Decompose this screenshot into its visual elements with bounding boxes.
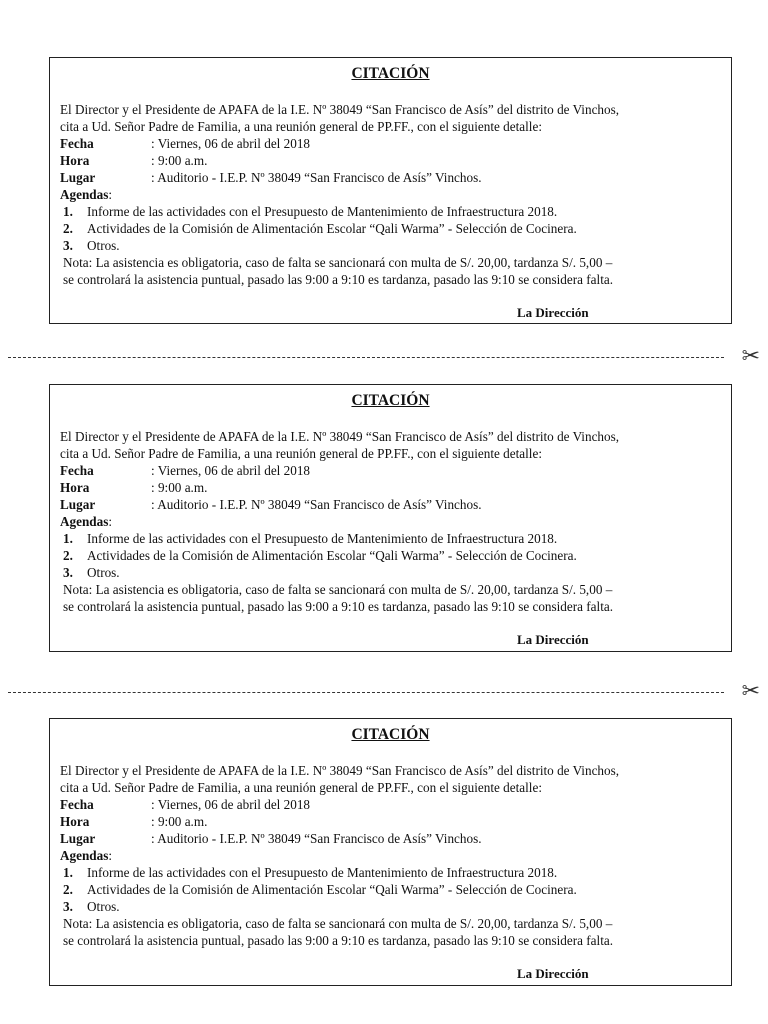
hora-row: [60, 479, 723, 496]
dashed-divider: [8, 357, 724, 358]
fecha-label: Fecha: [60, 797, 94, 812]
intro-line-2: cita a Ud. Señor Padre de Familia, a una reunión general de PP.FF., con el siguiente detalle:: [60, 780, 542, 795]
agenda-item-text: Informe de las actividades con el Presupuesto de Mantenimiento de Infraestructura 2018.: [87, 531, 558, 546]
intro-line-2: cita a Ud. Señor Padre de Familia, a una reunión general de PP.FF., con el siguiente detalle:: [60, 446, 542, 461]
agenda-item: [60, 530, 723, 547]
citation-body: [60, 762, 723, 949]
intro-line-2: cita a Ud. Señor Padre de Familia, a una reunión general de PP.FF., con el siguiente detalle:: [60, 119, 542, 134]
agendas-label: Agendas: [60, 848, 109, 863]
agenda-item-text: Actividades de la Comisión de Alimentación Escolar “Qali Warma” - Selección de Cocinera.: [87, 548, 577, 563]
citation-title: CITACIÓN: [351, 392, 430, 409]
lugar-value: : Auditorio - I.E.P. Nº 38049 “San Francisco de Asís” Vinchos.: [151, 497, 482, 512]
intro-line-1: El Director y el Presidente de APAFA de la I.E. Nº 38049 “San Francisco de Asís” del distrito de Vinchos,: [60, 763, 620, 778]
agenda-item-number: 1.: [63, 865, 73, 880]
citation-body: [60, 101, 723, 288]
agendas-colon: :: [108, 514, 113, 529]
agendas-heading: [60, 847, 723, 864]
hora-label: Hora: [60, 480, 90, 495]
lugar-label: Lugar: [60, 170, 96, 185]
agenda-item-number: 2.: [63, 882, 73, 897]
note-line-2: se controlará la asistencia puntual, pasado las 9:00 a 9:10 es tardanza, pasado las 9:10 se considera falta.: [63, 272, 614, 287]
signature: La Dirección: [517, 966, 589, 981]
intro-line-1: El Director y el Presidente de APAFA de la I.E. Nº 38049 “San Francisco de Asís” del distrito de Vinchos,: [60, 102, 620, 117]
citation-title: CITACIÓN: [351, 726, 430, 743]
fecha-row: [60, 135, 723, 152]
agendas-heading: [60, 186, 723, 203]
fecha-value: : Viernes, 06 de abril del 2018: [151, 463, 311, 478]
signature: La Dirección: [517, 632, 589, 647]
note-line-2: se controlará la asistencia puntual, pasado las 9:00 a 9:10 es tardanza, pasado las 9:10 se considera falta.: [63, 933, 614, 948]
hora-value: : 9:00 a.m.: [151, 480, 208, 495]
agenda-item: [60, 881, 723, 898]
citation-card-2: [49, 384, 732, 652]
intro-line-1: El Director y el Presidente de APAFA de la I.E. Nº 38049 “San Francisco de Asís” del distrito de Vinchos,: [60, 429, 620, 444]
hora-row: [60, 813, 723, 830]
agenda-item: [60, 564, 723, 581]
lugar-label: Lugar: [60, 831, 96, 846]
citation-card-1: [49, 57, 732, 324]
agenda-item-number: 3.: [63, 899, 73, 914]
agenda-item-text: Informe de las actividades con el Presupuesto de Mantenimiento de Infraestructura 2018.: [87, 865, 558, 880]
hora-value: : 9:00 a.m.: [151, 814, 208, 829]
agendas-heading: [60, 513, 723, 530]
agenda-item-text: Informe de las actividades con el Presupuesto de Mantenimiento de Infraestructura 2018.: [87, 204, 558, 219]
agenda-item: [60, 237, 723, 254]
agenda-item: [60, 864, 723, 881]
agenda-item-text: Otros.: [87, 565, 120, 580]
fecha-label: Fecha: [60, 463, 94, 478]
agenda-item-text: Actividades de la Comisión de Alimentación Escolar “Qali Warma” - Selección de Cocinera.: [87, 882, 577, 897]
note-line-1: Nota: La asistencia es obligatoria, caso de falta se sancionará con multa de S/. 20,00, tardanza S/. 5,00 –: [63, 255, 613, 270]
scissors-icon: ✂: [741, 344, 760, 369]
agenda-item-number: 3.: [63, 238, 73, 253]
agenda-item-number: 1.: [63, 204, 73, 219]
fecha-row: [60, 462, 723, 479]
citation-body: [60, 428, 723, 615]
signature: La Dirección: [517, 305, 589, 320]
agenda-item: [60, 898, 723, 915]
lugar-value: : Auditorio - I.E.P. Nº 38049 “San Francisco de Asís” Vinchos.: [151, 831, 482, 846]
citation-title: CITACIÓN: [351, 65, 430, 82]
agenda-item-number: 1.: [63, 531, 73, 546]
lugar-label: Lugar: [60, 497, 96, 512]
fecha-row: [60, 796, 723, 813]
cut-line: [8, 344, 760, 369]
agenda-item-text: Actividades de la Comisión de Alimentación Escolar “Qali Warma” - Selección de Cocinera.: [87, 221, 577, 236]
agendas-label: Agendas: [60, 187, 109, 202]
scissors-icon: ✂: [741, 679, 760, 704]
hora-label: Hora: [60, 153, 90, 168]
agendas-label: Agendas: [60, 514, 109, 529]
agenda-item: [60, 547, 723, 564]
fecha-value: : Viernes, 06 de abril del 2018: [151, 136, 311, 151]
hora-row: [60, 152, 723, 169]
agenda-item-number: 3.: [63, 565, 73, 580]
lugar-row: [60, 830, 723, 847]
agendas-colon: :: [108, 848, 113, 863]
hora-value: : 9:00 a.m.: [151, 153, 208, 168]
hora-label: Hora: [60, 814, 90, 829]
lugar-row: [60, 169, 723, 186]
note-line-1: Nota: La asistencia es obligatoria, caso de falta se sancionará con multa de S/. 20,00, tardanza S/. 5,00 –: [63, 916, 613, 931]
lugar-row: [60, 496, 723, 513]
dashed-divider: [8, 692, 724, 693]
agenda-item-text: Otros.: [87, 899, 120, 914]
agenda-item-number: 2.: [63, 548, 73, 563]
fecha-label: Fecha: [60, 136, 94, 151]
agenda-item-text: Otros.: [87, 238, 120, 253]
citation-card-3: [49, 718, 732, 986]
agenda-item-number: 2.: [63, 221, 73, 236]
agendas-colon: :: [108, 187, 113, 202]
cut-line: [8, 679, 760, 704]
fecha-value: : Viernes, 06 de abril del 2018: [151, 797, 311, 812]
lugar-value: : Auditorio - I.E.P. Nº 38049 “San Francisco de Asís” Vinchos.: [151, 170, 482, 185]
note-line-2: se controlará la asistencia puntual, pasado las 9:00 a 9:10 es tardanza, pasado las 9:10 se considera falta.: [63, 599, 614, 614]
agenda-item: [60, 220, 723, 237]
agenda-item: [60, 203, 723, 220]
note-line-1: Nota: La asistencia es obligatoria, caso de falta se sancionará con multa de S/. 20,00, tardanza S/. 5,00 –: [63, 582, 613, 597]
